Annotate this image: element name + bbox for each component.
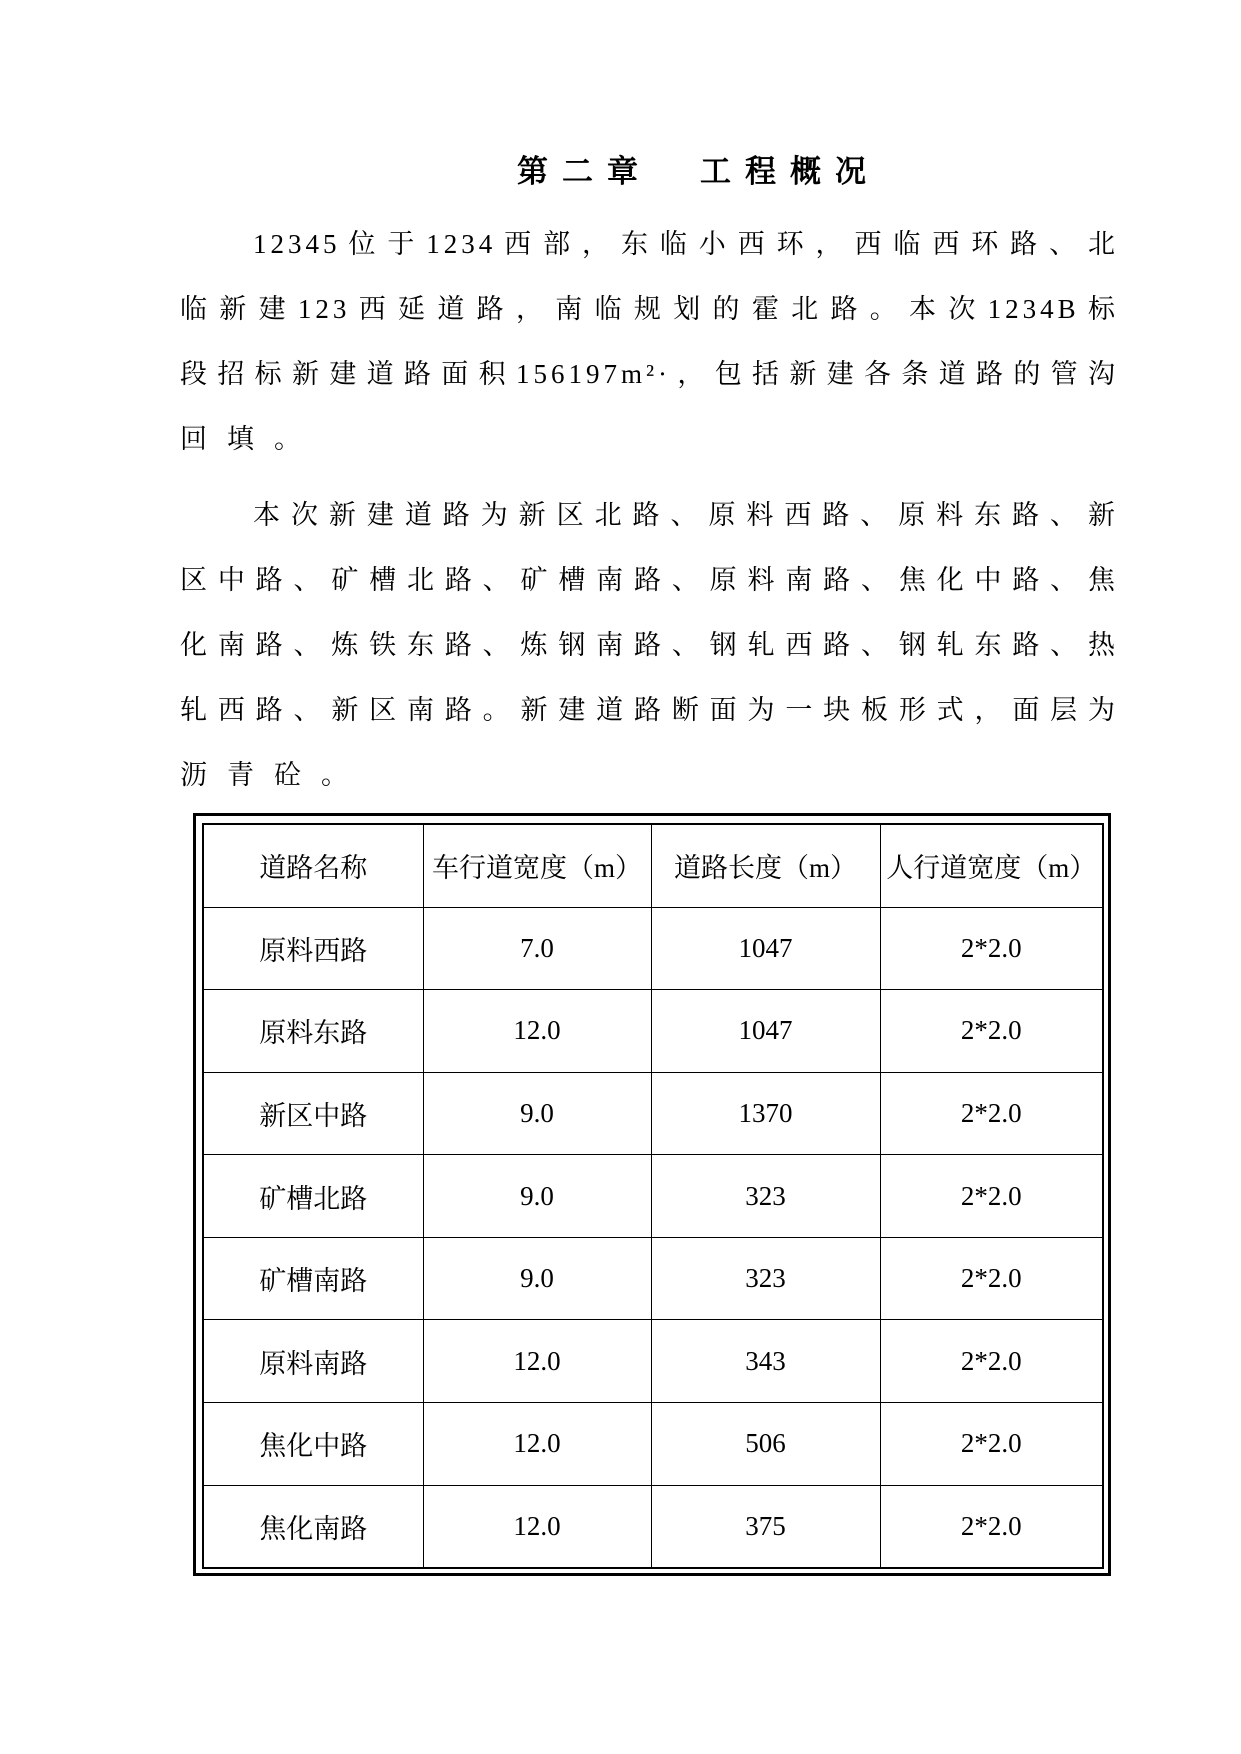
cell-carriageway-width: 12.0	[423, 1403, 651, 1486]
cell-road-name: 矿槽南路	[203, 1237, 423, 1320]
paragraph-line: 轧西路、新区南路。新建道路断面为一块板形式，面层为	[180, 695, 1119, 725]
cell-carriageway-width: 7.0	[423, 907, 651, 990]
cell-road-length: 506	[651, 1403, 880, 1486]
cell-sidewalk-width: 2*2.0	[880, 990, 1103, 1073]
paragraph-line: 回填。	[180, 424, 321, 454]
cell-road-length: 323	[651, 1237, 880, 1320]
cell-sidewalk-width: 2*2.0	[880, 1403, 1103, 1486]
cell-carriageway-width: 9.0	[423, 1237, 651, 1320]
header-road-length: 道路长度（m）	[651, 824, 880, 907]
cell-sidewalk-width: 2*2.0	[880, 1320, 1103, 1403]
chapter-number: 第二章	[517, 154, 652, 189]
table-row	[203, 990, 1103, 1073]
cell-sidewalk-width: 2*2.0	[880, 1155, 1103, 1238]
cell-carriageway-width: 9.0	[423, 1155, 651, 1238]
chapter-name: 工程概况	[700, 154, 880, 189]
cell-sidewalk-width: 2*2.0	[880, 1485, 1103, 1568]
header-road-name: 道路名称	[203, 824, 423, 907]
cell-road-name: 原料东路	[203, 990, 423, 1073]
cell-road-length: 1047	[651, 907, 880, 990]
cell-road-name: 焦化中路	[203, 1403, 423, 1486]
cell-carriageway-width: 12.0	[423, 1320, 651, 1403]
cell-road-name: 焦化南路	[203, 1485, 423, 1568]
table-row	[203, 1485, 1103, 1568]
cell-road-name: 原料西路	[203, 907, 423, 990]
cell-road-name: 矿槽北路	[203, 1155, 423, 1238]
paragraph-line: 12345位于1234西部，东临小西环，西临西环路、北	[253, 229, 1119, 259]
cell-road-name: 原料南路	[203, 1320, 423, 1403]
cell-sidewalk-width: 2*2.0	[880, 1237, 1103, 1320]
table-row	[203, 1403, 1103, 1486]
paragraph-2	[180, 483, 1119, 808]
cell-sidewalk-width: 2*2.0	[880, 907, 1103, 990]
cell-carriageway-width: 9.0	[423, 1072, 651, 1155]
chapter-title	[517, 150, 880, 194]
paragraph-line: 沥青砼。	[180, 760, 368, 790]
cell-road-length: 323	[651, 1155, 880, 1238]
paragraph-1	[180, 212, 1119, 472]
cell-road-name: 新区中路	[203, 1072, 423, 1155]
cell-sidewalk-width: 2*2.0	[880, 1072, 1103, 1155]
cell-road-length: 343	[651, 1320, 880, 1403]
paragraph-line: 化南路、炼铁东路、炼钢南路、钢轧西路、钢轧东路、热	[180, 630, 1119, 660]
table-row	[203, 1237, 1103, 1320]
paragraph-line: 临新建123西延道路，南临规划的霍北路。本次1234B标	[180, 294, 1119, 324]
table-row	[203, 1155, 1103, 1238]
paragraph-line: 区中路、矿槽北路、矿槽南路、原料南路、焦化中路、焦	[180, 565, 1119, 595]
cell-carriageway-width: 12.0	[423, 1485, 651, 1568]
cell-road-length: 375	[651, 1485, 880, 1568]
table-row	[203, 907, 1103, 990]
road-table-frame	[193, 813, 1111, 1576]
table-row	[203, 1320, 1103, 1403]
header-sidewalk-width: 人行道宽度（m）	[880, 824, 1103, 907]
header-carriageway-width: 车行道宽度（m）	[423, 824, 651, 907]
cell-road-length: 1370	[651, 1072, 880, 1155]
cell-carriageway-width: 12.0	[423, 990, 651, 1073]
paragraph-line: 段招标新建道路面积156197m²·，包括新建各条道路的管沟	[180, 359, 1119, 389]
table-row	[203, 1072, 1103, 1155]
cell-road-length: 1047	[651, 990, 880, 1073]
paragraph-line: 本次新建道路为新区北路、原料西路、原料东路、新	[253, 500, 1119, 530]
table-header-row	[203, 824, 1103, 907]
road-table	[202, 823, 1104, 1569]
